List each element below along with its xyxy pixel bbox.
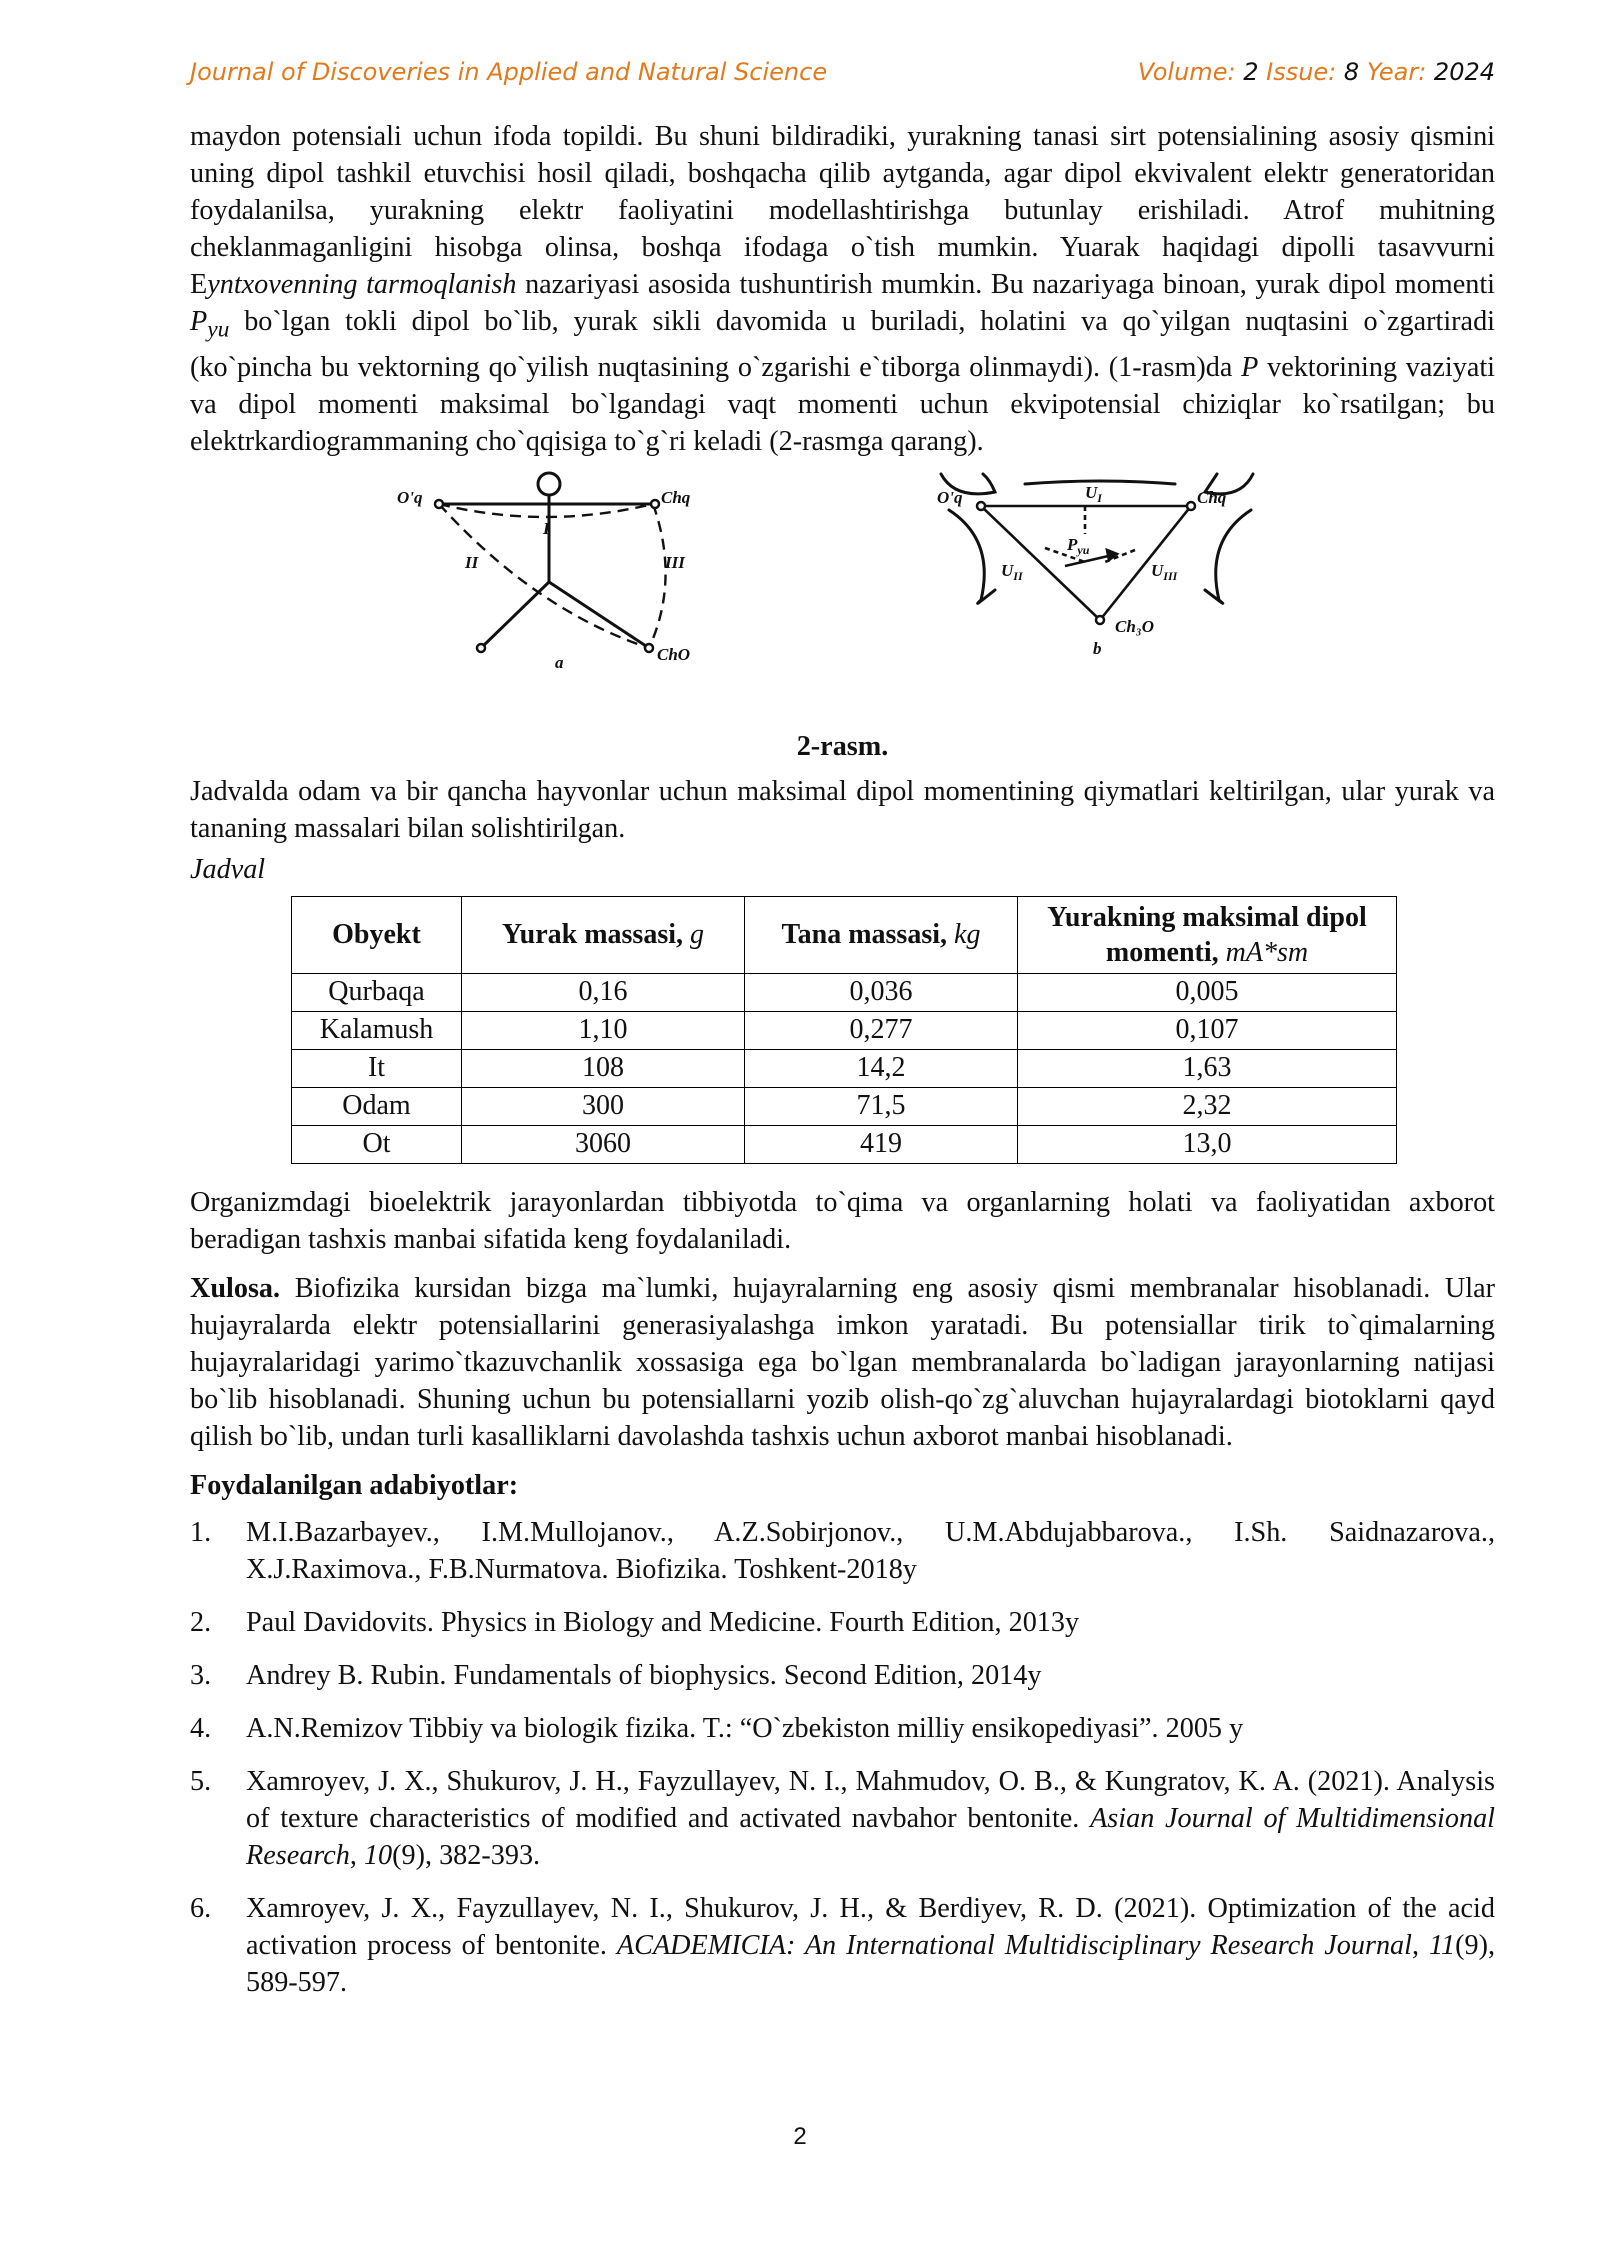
page-content [190,118,1495,2017]
table-header-row [292,896,1397,973]
header-yurak-massasi: Yurak massasi, g [462,896,745,973]
label-sub-a: a [555,652,564,670]
table-row: Odam 300 71,5 2,32 [292,1087,1397,1125]
reference-item: 6. Xamroyev, J. X., Fayzullayev, N. I., Shukurov, J. H., & Berdiyev, R. D. (2021). Optimization of the acid activation process of bentonite. ACADEMICIA: An International Multidisciplinary Research Journal, 11(9), 589-597. [190,1892,1496,1998]
label-cho: ChO [657,644,691,664]
conclusion-label: Xulosa. [190,1272,281,1304]
volume-issue-year: Volume: 2 Issue: 8 Year: 2024 [1137,58,1495,86]
figure-2 [190,470,1495,720]
header-obyekt: Obyekt [292,896,462,973]
label-u2: $U_{II}$ [1001,560,1023,583]
paragraph-dipole-theory: maydon potensiali uchun ifoda topildi. Bu shuni bildiradiki, yurakning tanasi sirt potensialining asosiy qismini uning dipol tashkil etuvchisi hosil qiladi, boshqacha qilib aytganda, agar dipol ekvivalent elektr generatoridan foydalanilsa, yurakning elektr faoliyatini modellashtirishga butunlay erishiladi. Atrof muhitning cheklanmaganligini hisobga olinsa, boshqa ifodaga o`tish mumkin. Yuarak haqidagi dipolli tasavvurni Eyntxovenning tarmoqlanish nazariyasi asosida tushuntirish mumkin. Bu nazariyaga binoan, yurak dipol momenti $P_{yu}$ bo`lgan tokli dipol bo`lib, yurak sikli davomida u buriladi, holatini va qo`yilgan nuqtasini o`zgartiradi (ko`pincha bu vektorning qo`yilish nuqtasining o`zgarishi e`tiborga olinmaydi). (1-rasm)da P vektorining vaziyati va dipol momenti maksimal bo`lgandagi vaqt momenti uchun ekvipotensial chiziqlar ko`rsatilgan; bu elektrkardiogrammaning cho`qqisiga to`g`ri keladi (2-rasmga qarang). [190,121,1496,457]
label-sub-b: b [1093,638,1102,658]
figure-caption: 2-rasm. [796,730,889,762]
running-header [190,58,1495,98]
table-row: It 108 14,2 1,63 [292,1049,1397,1087]
table-row: Qurbaqa 0,16 0,036 0,005 [292,973,1397,1011]
label-u3: $U_{III}$ [1151,560,1178,583]
label-pyu: $P_{yu}$ [1067,534,1090,557]
figure-2b-dipole-triangle [935,470,1265,660]
reference-item: 3. Andrey B. Rubin. Fundamentals of biophysics. Second Edition, 2014y [190,1659,1042,1691]
figure-2a-einthoven-stick-figure [395,470,725,670]
reference-item: 4. A.N.Remizov Tibbiy va biologik fizika. T.: “O`zbekiston milliy ensikopediyasi”. 2005 y [190,1712,1244,1744]
label-chq: Chq [1197,487,1227,507]
header-tana-massasi: Tana massasi, kg [745,896,1018,973]
label-chq: Chq [661,487,691,507]
reference-item: 5. Xamroyev, J. X., Shukurov, J. H., Fayzullayev, N. I., Mahmudov, O. B., & Kungratov, K. A. (2021). Analysis of texture characteristics of modified and activated navbahor bentonite. Asian Journal of Multidimensional Research, 10(9), 382-393. [190,1765,1495,1871]
journal-title: Journal of Discoveries in Applied and Natural Science [190,58,828,86]
references-list [190,1514,1495,2001]
label-u1: $U_I$ [1085,482,1102,505]
page-number: 2 [793,2123,807,2150]
references-title: Foydalanilgan adabiyotlar: [190,1469,519,1501]
table-row: Kalamush 1,10 0,277 0,107 [292,1011,1397,1049]
reference-item: 1. M.I.Bazarbayev., I.M.Mullojanov., A.Z.Sobirjonov., U.M.Abdujabbarova., I.Sh. Saidnazarova., X.J.Raximova., F.B.Nurmatova. Biofizika. Toshkent-2018y [190,1516,1495,1585]
table-row: Ot 3060 419 13,0 [292,1125,1397,1163]
paragraph-conclusion: Xulosa. Biofizika kursidan bizga ma`lumki, hujayralarning eng asosiy qismi membranalar hisoblanadi. Ular hujayralarda elektr potensiallarini generasiyalashga imkon yaratadi. Bu potensiallar tirik to`qimalarning hujayralaridagi yarimo`tkazuvchanlik xossasiga ega bo`lgan membranalarda bo`ladigan jarayonlarning natijasi bo`lib hisoblanadi. Shuning uchun bu potensiallarni yozib olish-qo`zg`aluvchan hujayralardagi biotoklarni qayd qilish bo`lib, undan turli kasalliklarni davolashda tashxis uchun axborot manbai hisoblanadi. [190,1272,1495,1452]
label-lead-3: III [665,552,685,572]
dipole-moment-table [291,896,1397,1164]
label-lead-2: II [465,552,479,572]
label-cho: Ch₃O [1115,616,1154,636]
reference-item: 2. Paul Davidovits. Physics in Biology and Medicine. Fourth Edition, 2013y [190,1606,1080,1638]
label-lead-1: I [543,518,550,538]
paragraph-bioelectric: Organizmdagi bioelektrik jarayonlardan tibbiyotda to`qima va organlarning holati va faoliyatidan axborot beradigan tashxis manbai sifatida keng foydalaniladi. [190,1186,1495,1255]
header-dipol-momenti: Yurakning maksimal dipol momenti, mA*sm [1018,896,1397,973]
label-oq: O'q [937,487,963,507]
paragraph-table-intro: Jadvalda odam va bir qancha hayvonlar uchun maksimal dipol momentining qiymatlari keltirilgan, ular yurak va tananing massalari bilan solishtirilgan. [190,775,1495,844]
head-circle [538,473,560,495]
label-oq: O'q [397,487,423,507]
table-label: Jadval [190,853,266,885]
